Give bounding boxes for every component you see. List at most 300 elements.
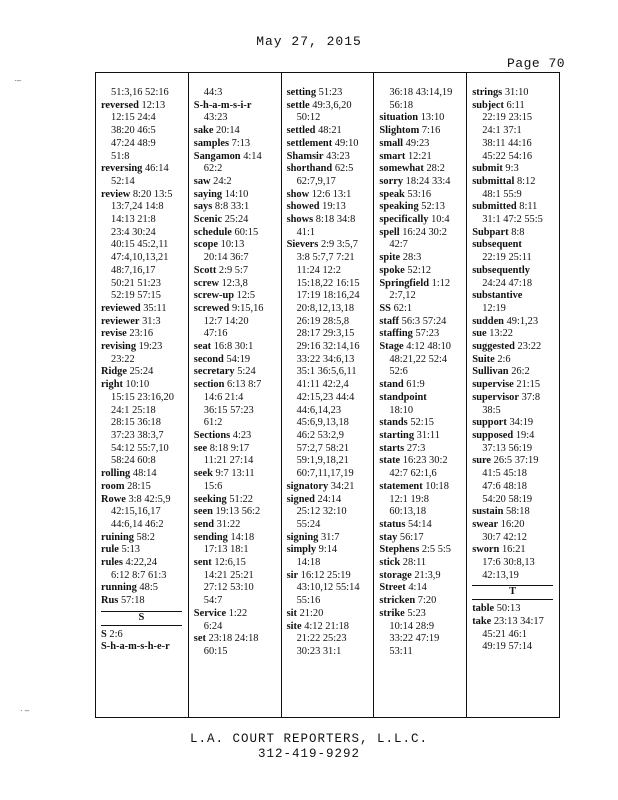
letter-section-heading: T (472, 585, 553, 600)
index-term: running (101, 582, 137, 594)
index-term: revising (101, 341, 137, 353)
index-entry-continuation (101, 87, 188, 100)
page-line-refs: 42:15,23 44:4 (296, 391, 355, 403)
page-line-refs: 21:22 25:23 (296, 633, 347, 645)
index-entry-continuation (194, 595, 281, 608)
page-line-refs: 12:7 14:20 (203, 315, 249, 327)
page-line-refs: 18:24 33:4 (405, 175, 451, 187)
page-line-refs: 34:19 (509, 417, 534, 429)
page-line-refs: 16:23 30:2 (402, 455, 448, 467)
index-term: seeking (193, 493, 227, 505)
index-entry (194, 366, 281, 379)
index-term: starting (379, 429, 415, 441)
page-line-refs: 48:5 (139, 582, 158, 594)
index-entry (379, 303, 466, 316)
page-line-refs: 24:2 (213, 175, 232, 187)
index-term: sorry (379, 175, 404, 187)
index-entry (472, 341, 559, 354)
index-term: sending (193, 531, 228, 543)
page-line-refs: 58:18 (505, 506, 530, 518)
index-term: shows (286, 214, 314, 226)
index-entry-continuation (472, 641, 559, 654)
index-entry-continuation (287, 316, 374, 329)
index-term: sit (286, 607, 297, 619)
index-term: Scott (193, 264, 217, 276)
page-line-refs: 24:24 47:18 (482, 277, 533, 289)
index-entry (379, 201, 466, 214)
index-entry (472, 176, 559, 189)
page-line-refs: 23:22 (111, 353, 135, 365)
index-entry-continuation (194, 316, 281, 329)
index-term: Sections (193, 429, 231, 441)
page-line-refs: 15:18,22 16:15 (296, 277, 360, 289)
index-entry (379, 417, 466, 430)
page-line-refs: 19:4 (515, 429, 535, 441)
index-entry (472, 227, 559, 240)
footer-company: L.A. COURT REPORTERS, L.L.C. (189, 732, 429, 746)
index-entry (472, 100, 559, 113)
index-entry-continuation (194, 544, 281, 557)
index-term: set (193, 633, 206, 645)
page-line-refs: 2:9 5:7 (218, 264, 249, 276)
page-line-refs: 52:15 (410, 417, 434, 429)
index-entry (101, 189, 188, 202)
page-line-refs: 24:1 25:18 (111, 404, 156, 416)
page-line-refs: 12:13 (141, 99, 166, 111)
page-line-refs: 44:6,14,23 (296, 404, 342, 416)
page-line-refs: 48:14 (132, 468, 157, 480)
page-line-refs: 9:3 (505, 163, 519, 175)
page-line-refs: 2:5 5:5 (421, 544, 451, 556)
page-line-refs: 62:1 (393, 302, 413, 314)
page-line-refs: 23:18 24:18 (208, 633, 259, 645)
index-entry (194, 379, 281, 392)
page-line-refs: 56:17 (399, 531, 424, 543)
page-line-refs: 36:15 57:23 (203, 404, 254, 416)
page-line-refs: 34:21 (330, 480, 355, 492)
index-entry-continuation (194, 570, 281, 583)
index-entry (472, 201, 559, 214)
index-term: supervise (472, 379, 514, 391)
page-line-refs: 51:3,16 52:16 (111, 87, 169, 98)
index-entry-continuation (194, 112, 281, 125)
index-entry-continuation (379, 633, 466, 646)
page-line-refs: 48:7,16,17 (111, 264, 156, 276)
index-entry (472, 506, 559, 519)
page-line-refs: 41:1 (296, 226, 316, 238)
page-line-refs: 7:20 (417, 595, 437, 607)
page-line-refs: 15:15 23:16,20 (111, 391, 174, 403)
index-entry-continuation (194, 163, 281, 176)
page-line-refs: 19:13 (322, 201, 346, 213)
page-line-refs: 7:13 (231, 137, 251, 149)
index-entry (194, 278, 281, 291)
index-entry (379, 189, 466, 202)
page-line-refs: 16:21 (501, 544, 526, 556)
index-entry (101, 481, 188, 494)
page-line-refs: 36:18 43:14,19 (389, 87, 453, 98)
page-line-refs: 13:22 (489, 328, 513, 340)
page-line-refs: 45:22 54:16 (482, 150, 533, 162)
index-entry-continuation (101, 519, 188, 532)
index-entry (379, 379, 466, 392)
index-term: Sievers (286, 239, 319, 251)
page-line-refs: 16:8 30:1 (213, 341, 254, 353)
index-entry-continuation (472, 443, 559, 456)
index-entry (472, 603, 559, 616)
page-line-refs: 23:13 34:17 (493, 615, 544, 627)
page-line-refs: 33:22 34:6,13 (296, 353, 355, 365)
index-entry (287, 189, 374, 202)
page-line-refs: 46:14 (144, 163, 169, 175)
index-entry-continuation (472, 629, 559, 642)
index-entry-continuation (194, 621, 281, 634)
index-entry-continuation (379, 506, 466, 519)
index-term: room (101, 480, 125, 492)
page-line-refs: 11:24 12:2 (296, 264, 341, 276)
index-entry (287, 100, 374, 113)
index-entry (194, 354, 281, 367)
index-entry (379, 608, 466, 621)
index-term: ruining (101, 531, 134, 543)
page-line-refs: 6:11 (506, 99, 525, 111)
index-entry-continuation (472, 570, 559, 583)
page-line-refs: 61:2 (203, 417, 223, 429)
index-term: seat (193, 341, 212, 353)
page-line-refs: 50:13 (496, 603, 521, 615)
index-entry-continuation (287, 227, 374, 240)
index-entry (194, 468, 281, 481)
index-entry-continuation (287, 265, 374, 278)
index-entry-continuation (472, 214, 559, 227)
page-line-refs: 12:6,15 (214, 557, 246, 569)
index-entry-continuation (194, 405, 281, 418)
index-entry (472, 616, 559, 629)
index-entry (472, 163, 559, 176)
index-entry-continuation (287, 430, 374, 443)
index-entry (287, 138, 374, 151)
page-line-refs: 31:3 (142, 315, 161, 327)
index-term: speaking (379, 201, 419, 213)
page-line-refs: 47:6 48:18 (482, 480, 527, 492)
index-entry-continuation (472, 532, 559, 545)
page-line-refs: 61:9 (406, 379, 425, 391)
page-line-refs: 20:8,12,13,18 (296, 302, 355, 314)
index-term: saying (193, 188, 223, 200)
index-entry (472, 392, 559, 405)
index-term: revise (101, 328, 127, 340)
page-line-refs: 12:3,8 (221, 277, 248, 289)
index-term: strings (472, 87, 503, 98)
page-line-refs: 13:7,24 14:8 (111, 201, 164, 213)
page-line-refs: 6:12 8:7 61:3 (111, 569, 167, 581)
page-line-refs: 37:8 (521, 391, 541, 403)
page-line-refs: 31:11 (416, 429, 440, 441)
index-term: Ridge (101, 366, 127, 378)
page-line-refs: 12:15 24:4 (111, 112, 156, 124)
index-entry (379, 532, 466, 545)
index-term: speak (379, 188, 405, 200)
index-entry (379, 570, 466, 583)
index-entry (472, 290, 559, 303)
page-line-refs: 48:21,22 52:4 (389, 353, 448, 365)
page-line-refs: 25:12 32:10 (296, 506, 347, 518)
page-line-refs: 3:8 5:7,7 7:21 (296, 252, 355, 264)
page-line-refs: 47:24 48:9 (111, 137, 156, 149)
index-entry-continuation (287, 341, 374, 354)
index-term: strike (379, 607, 405, 619)
index-entry (472, 265, 559, 278)
page-line-refs: 42:15,16,17 (111, 506, 161, 518)
page-line-refs: 56:3 57:24 (401, 315, 447, 327)
index-term: state (379, 455, 401, 467)
index-term: send (193, 518, 215, 530)
index-term: staffing (379, 328, 413, 340)
index-term: screw-up (193, 290, 235, 302)
index-term: Street (379, 582, 406, 594)
index-entry-continuation (101, 392, 188, 405)
page-line-refs: 21:15 (516, 379, 541, 391)
index-column (188, 73, 281, 717)
page-line-refs: 42:7 (389, 239, 408, 251)
page-line-refs: 19:13 56:2 (215, 506, 261, 518)
index-entry (379, 519, 466, 532)
page-line-refs: 14:10 (224, 188, 249, 200)
index-entry (379, 252, 466, 265)
scan-mark: · – (20, 706, 30, 715)
index-entry (101, 328, 188, 341)
index-term: small (379, 137, 404, 149)
index-term: S-h-a-m-s-h-e-r (101, 641, 170, 653)
index-term: saw (193, 175, 211, 187)
index-entry (379, 443, 466, 456)
page-line-refs: 49:10 (334, 137, 359, 149)
page-line-refs: 4:23 (232, 429, 252, 441)
index-entry-continuation (101, 430, 188, 443)
page-line-refs: 12:19 (482, 302, 506, 314)
index-entry-continuation (101, 506, 188, 519)
page-line-refs: 1:12 (431, 277, 451, 289)
page-line-refs: 28:11 (402, 557, 427, 569)
index-column (281, 73, 374, 717)
index-entry (287, 494, 374, 507)
page-line-refs: 25:24 (224, 214, 249, 226)
index-term: substantive (472, 290, 523, 302)
footer-phone: 312-419-9292 (257, 747, 360, 761)
page-line-refs: 4:22,24 (125, 557, 158, 569)
page-line-refs: 10:13 (220, 239, 245, 251)
index-term: supervisor (472, 391, 519, 403)
page-line-refs: 43:23 (326, 150, 350, 162)
page-line-refs: 3:8 42:5,9 (128, 493, 171, 505)
page-line-refs: 4:14 (243, 150, 262, 162)
page-line-refs: 14:18 (296, 557, 321, 569)
index-entry-continuation (379, 494, 466, 507)
header-date: May 27, 2015 (256, 34, 362, 49)
index-entry-continuation (101, 570, 188, 583)
word-index-grid (95, 72, 560, 718)
page-line-refs: 2:7,12 (389, 290, 416, 302)
index-entry (379, 582, 466, 595)
index-entry (287, 532, 374, 545)
index-entry-continuation (101, 443, 188, 456)
page-line-refs: 37:23 38:3,7 (111, 429, 164, 441)
page-line-refs: 10:18 (425, 480, 449, 492)
page-line-refs: 56:18 (389, 99, 414, 111)
index-term: spell (379, 226, 400, 238)
index-entry (379, 392, 466, 405)
index-entry-continuation (287, 595, 374, 608)
index-term: staff (379, 315, 400, 327)
page-line-refs: 2:6 (109, 628, 123, 640)
index-entry-continuation (379, 405, 466, 418)
page-line-refs: 12:21 (407, 150, 432, 162)
page-line-refs: 51:23 (318, 87, 343, 98)
index-entry (194, 227, 281, 240)
index-entry-continuation (287, 417, 374, 430)
index-term: spoke (379, 264, 405, 276)
index-entry-continuation (101, 354, 188, 367)
page-line-refs: 62:2 (203, 163, 223, 175)
index-term: Sullivan (472, 366, 509, 378)
index-term: samples (193, 137, 230, 149)
page-line-refs: 62:5 (334, 163, 354, 175)
page-line-refs: 5:13 (121, 544, 140, 556)
index-entry-continuation (194, 252, 281, 265)
index-entry-continuation (379, 366, 466, 379)
page-line-refs: 5:23 (407, 607, 426, 619)
index-entry (101, 366, 188, 379)
index-entry-continuation (287, 582, 374, 595)
page-line-refs: 46:2 53:2,9 (296, 429, 344, 441)
index-entry-continuation (472, 125, 559, 138)
page-line-refs: 4:14 (408, 582, 427, 594)
page-line-refs: 54:7 (203, 595, 223, 607)
page-line-refs: 16:20 (500, 518, 525, 530)
index-entry (194, 430, 281, 443)
page-line-refs: 25:24 (129, 366, 154, 378)
index-entry (472, 316, 559, 329)
index-term: Rus (101, 595, 119, 607)
index-entry (287, 163, 374, 176)
index-entry-continuation (287, 519, 374, 532)
page-line-refs: 43:10,12 55:14 (296, 582, 360, 594)
page-line-refs: 12:5 (236, 290, 256, 302)
index-term: Service (193, 607, 227, 619)
index-term: sudden (472, 315, 504, 327)
page-line-refs: 26:2 (511, 366, 530, 378)
page-line-refs: 31:10 (504, 87, 529, 98)
index-term: simply (286, 544, 317, 556)
page-line-refs: 43:23 (203, 112, 228, 124)
page-line-refs: 55:24 (296, 518, 321, 530)
index-term: signatory (286, 480, 329, 492)
index-entry (472, 417, 559, 430)
index-term: submit (472, 163, 503, 175)
index-entry (101, 341, 188, 354)
index-entry-continuation (287, 290, 374, 303)
page-line-refs: 30:7 42:12 (482, 531, 527, 543)
index-entry-continuation (101, 176, 188, 189)
index-entry (379, 265, 466, 278)
index-entry (472, 328, 559, 341)
page-line-refs: 58:2 (136, 531, 156, 543)
index-term: S (101, 628, 107, 640)
index-entry-continuation (379, 468, 466, 481)
page-line-refs: 41:5 45:18 (482, 468, 527, 480)
index-entry-continuation (194, 87, 281, 100)
page-line-refs: 52:12 (407, 264, 432, 276)
page-line-refs: 60:13,18 (389, 506, 427, 518)
index-term: reversing (101, 163, 143, 175)
index-term: starts (379, 442, 405, 454)
index-term: secretary (193, 366, 235, 378)
page-line-refs: 16:24 30:2 (402, 226, 447, 238)
index-term: shorthand (286, 163, 333, 175)
index-entry (379, 481, 466, 494)
index-entry-continuation (287, 443, 374, 456)
page-line-refs: 7:16 (421, 125, 441, 137)
index-entry-continuation (472, 189, 559, 202)
index-entry (379, 214, 466, 227)
page-line-refs: 33:22 47:19 (389, 633, 440, 645)
page-line-refs: 45:6,9,13,18 (296, 417, 349, 429)
page-line-refs: 44:3 (203, 87, 223, 98)
page-line-refs: 1:22 (228, 607, 248, 619)
index-entry-continuation (287, 176, 374, 189)
page-line-refs: 27:3 (406, 442, 426, 454)
index-entry (194, 608, 281, 621)
page-number: Page 70 (507, 56, 566, 71)
page-line-refs: 26:5 37:19 (493, 455, 539, 467)
index-entry-continuation (101, 151, 188, 164)
index-column (96, 73, 188, 717)
index-term: schedule (193, 226, 232, 238)
index-entry (194, 239, 281, 252)
index-term: sworn (472, 544, 500, 556)
page-line-refs: 54:20 58:19 (482, 493, 533, 505)
index-entry (194, 125, 281, 138)
page-line-refs: 52:6 (389, 366, 408, 378)
page-line-refs: 17:13 18:1 (203, 544, 249, 556)
index-term: submittal (472, 175, 515, 187)
index-term: signing (286, 531, 319, 543)
index-term: sue (472, 328, 487, 340)
index-entry-continuation (472, 112, 559, 125)
index-term: scope (193, 239, 219, 251)
page-line-refs: 9:14 (318, 544, 338, 556)
index-entry (379, 316, 466, 329)
index-term: statement (379, 480, 423, 492)
index-entry (379, 163, 466, 176)
page-line-refs: 52:14 (111, 175, 135, 187)
page-line-refs: 47:16 (203, 328, 228, 340)
index-entry (472, 354, 559, 367)
page-line-refs: 4:12 48:10 (406, 341, 451, 353)
index-entry-continuation (287, 379, 374, 392)
index-term: smart (379, 150, 406, 162)
index-entry (287, 201, 374, 214)
index-entry-continuation (287, 468, 374, 481)
index-entry-continuation (194, 481, 281, 494)
index-entry (379, 557, 466, 570)
index-entry (287, 125, 374, 138)
page-line-refs: 15:6 (203, 480, 223, 492)
index-entry (287, 608, 374, 621)
page-line-refs: 28:15 36:18 (111, 417, 161, 429)
index-entry-continuation (379, 290, 466, 303)
page-line-refs: 42:7 62:1,6 (389, 468, 437, 480)
